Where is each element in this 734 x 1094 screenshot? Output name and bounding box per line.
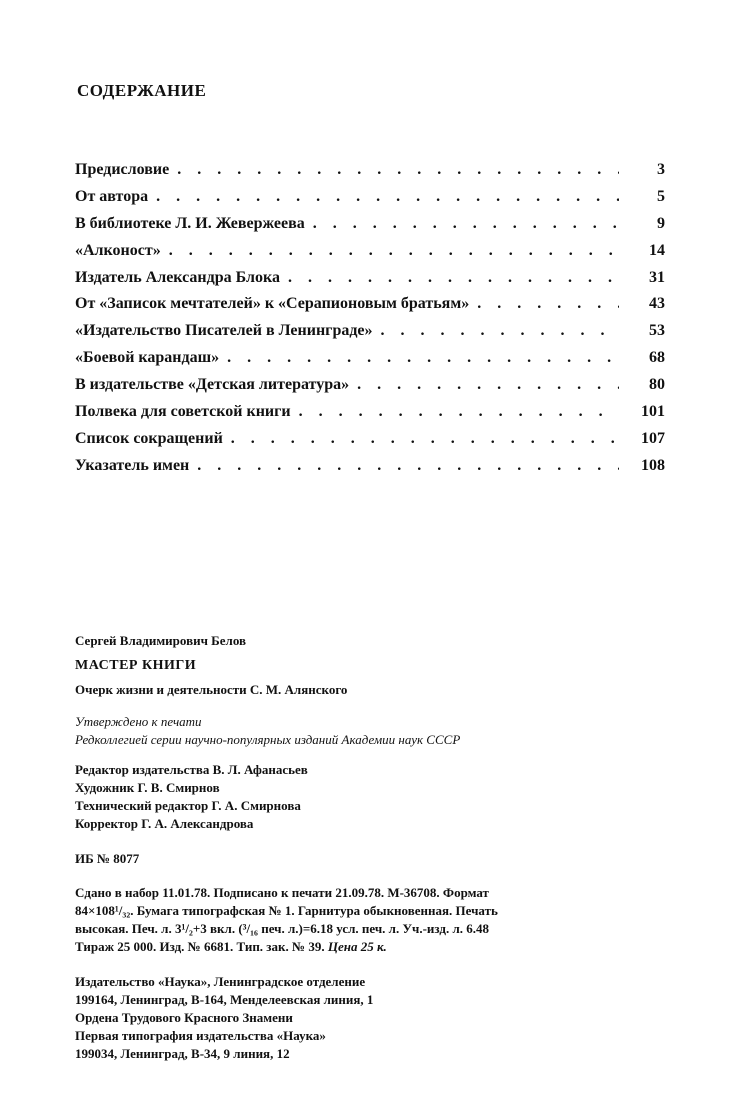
table-of-contents bbox=[75, 157, 665, 480]
credit-line: Редактор издательства В. Л. Афанасьев bbox=[75, 762, 308, 777]
toc-item-page: 3 bbox=[657, 161, 665, 178]
staff-credits bbox=[75, 761, 667, 833]
credit-line: Технический редактор Г. А. Смирнова bbox=[75, 798, 301, 813]
colophon bbox=[75, 632, 667, 1063]
toc-item-title: От автора bbox=[75, 187, 149, 205]
toc-item-title: Предисловие bbox=[75, 161, 170, 178]
print-details-line: 84×108¹/₃₂. Бумага типографская № 1. Гарнитура обыкновенная. Печать bbox=[75, 903, 498, 918]
toc-item-page: 107 bbox=[641, 429, 665, 447]
toc-item bbox=[75, 426, 665, 453]
toc-item bbox=[75, 318, 665, 345]
toc-item-title: «Издательство Писателей в Ленинграде» bbox=[75, 322, 373, 340]
publisher-line: Ордена Трудового Красного Знамени bbox=[75, 1010, 293, 1025]
print-details-line: высокая. Печ. л. 3¹/₂+3 вкл. (³/₁₆ печ. л.)=6.18 усл. печ. л. Уч.-изд. л. 6.48 bbox=[75, 921, 490, 936]
toc-item-title: Список сокращений bbox=[75, 429, 223, 447]
toc-item bbox=[75, 238, 665, 265]
print-run-text: Тираж 25 000. Изд. № 6681. Тип. зак. № 39. bbox=[75, 939, 325, 954]
toc-item bbox=[75, 372, 665, 399]
toc-leader-dots bbox=[357, 372, 619, 399]
toc-leader-dots bbox=[299, 399, 619, 426]
toc-item bbox=[75, 345, 665, 372]
publisher-line: Издательство «Наука», Ленинградское отделение bbox=[75, 974, 366, 989]
toc-item-title: В библиотеке Л. И. Жевержеева bbox=[75, 214, 305, 232]
toc-item-title: В издательстве «Детская литература» bbox=[75, 376, 350, 394]
toc-leader-dots bbox=[169, 238, 619, 265]
toc-leader-dots bbox=[177, 157, 619, 184]
toc-leader-dots bbox=[156, 184, 619, 211]
publisher-line: Первая типография издательства «Наука» bbox=[75, 1028, 326, 1043]
toc-item-page: 14 bbox=[649, 241, 665, 259]
author-name: Сергей Владимирович Белов bbox=[75, 633, 247, 648]
toc-item bbox=[75, 157, 665, 184]
toc-item-title: Издатель Александра Блока bbox=[75, 268, 280, 286]
approval-line: Утверждено к печати bbox=[75, 714, 202, 729]
toc-leader-dots bbox=[313, 211, 619, 238]
toc-leader-dots bbox=[197, 453, 619, 480]
toc-item-title: «Алконост» bbox=[75, 241, 161, 259]
print-details-line bbox=[75, 938, 667, 956]
toc-item bbox=[75, 399, 665, 426]
book-title: МАСТЕР КНИГИ bbox=[75, 658, 197, 673]
toc-item-page: 68 bbox=[649, 349, 665, 367]
publisher-line: 199164, Ленинград, В-164, Менделеевская линия, 1 bbox=[75, 992, 374, 1007]
page-title: СОДЕРЖАНИЕ bbox=[77, 81, 207, 100]
toc-item bbox=[75, 291, 665, 318]
publisher-line: 199034, Ленинград, В-34, 9 линия, 12 bbox=[75, 1046, 290, 1061]
toc-item-page: 108 bbox=[641, 456, 665, 474]
credit-line: Корректор Г. А. Александрова bbox=[75, 816, 254, 831]
price: Цена 25 к. bbox=[327, 939, 387, 954]
toc-item-page: 101 bbox=[641, 403, 665, 421]
toc-leader-dots bbox=[381, 318, 619, 345]
toc-item-page: 43 bbox=[649, 295, 665, 313]
toc-item-title: Полвека для советской книги bbox=[75, 403, 291, 421]
toc-leader-dots bbox=[231, 426, 619, 453]
toc-leader-dots bbox=[477, 291, 619, 318]
toc-item-page: 31 bbox=[649, 268, 665, 286]
toc-item-page: 9 bbox=[657, 214, 665, 232]
print-details-line: Сдано в набор 11.01.78. Подписано к печати 21.09.78. М-36708. Формат bbox=[75, 885, 489, 900]
toc-item bbox=[75, 265, 665, 292]
toc-item bbox=[75, 453, 665, 480]
toc-item bbox=[75, 211, 665, 238]
toc-item-page: 53 bbox=[649, 322, 665, 340]
publisher-info bbox=[75, 973, 667, 1063]
credit-line: Художник Г. В. Смирнов bbox=[75, 780, 220, 795]
toc-item-page: 5 bbox=[657, 187, 665, 205]
toc-item-title: Указатель имен bbox=[75, 456, 190, 474]
toc-item-title: От «Записок мечтателей» к «Серапионовым братьям» bbox=[75, 295, 470, 313]
print-details bbox=[75, 884, 667, 956]
toc-item-title: «Боевой карандаш» bbox=[75, 349, 220, 367]
toc-leader-dots bbox=[227, 345, 619, 372]
toc-item bbox=[75, 184, 665, 211]
approval-body: Редколлегией серии научно-популярных изданий Академии наук СССР bbox=[75, 732, 461, 747]
book-subtitle: Очерк жизни и деятельности С. М. Алянского bbox=[75, 682, 348, 697]
ib-number: ИБ № 8077 bbox=[75, 851, 140, 866]
toc-leader-dots bbox=[288, 265, 619, 292]
toc-item-page: 80 bbox=[649, 376, 665, 394]
